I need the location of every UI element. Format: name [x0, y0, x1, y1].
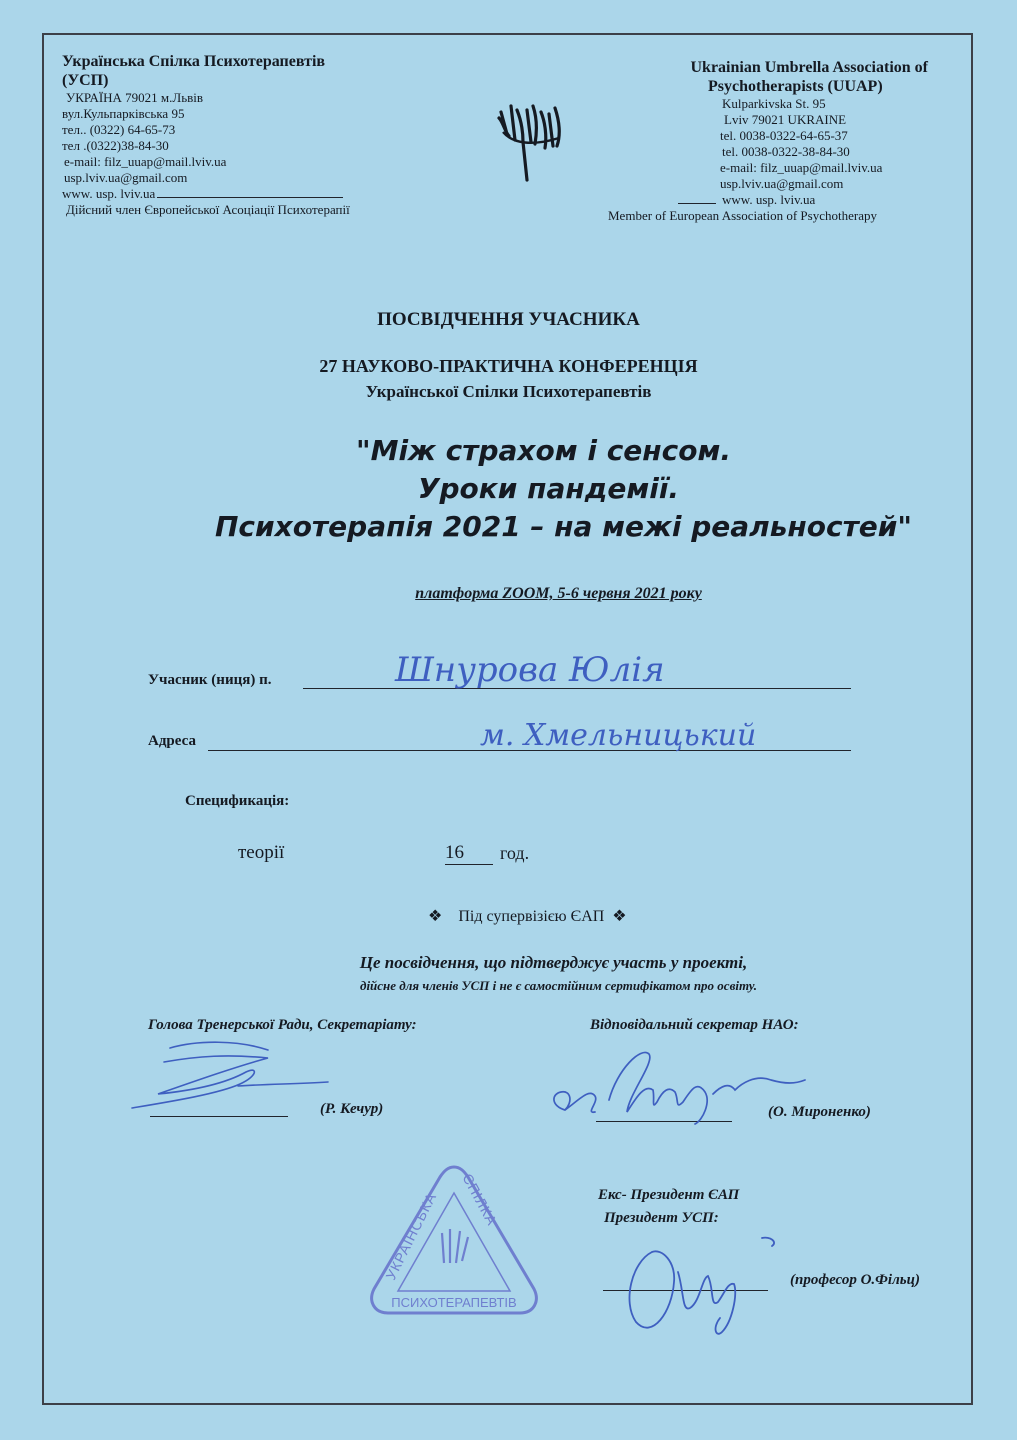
phone-line: tel. 0038-0322-38-84-30 [722, 144, 850, 159]
membership-line: Member of European Association of Psychotherapy [608, 208, 877, 223]
theory-hours: 16 [445, 842, 493, 865]
participant-label: Учасник (ниця) п. [148, 672, 272, 688]
theme-line: "Між страхом і сенсом. [356, 434, 731, 467]
website-line: www. usp. lviv.ua [62, 186, 422, 202]
phone-line: тел .(0322)38-84-30 [62, 138, 169, 153]
theme-block [0, 432, 1017, 546]
email-line: usp.lviv.ua@gmail.com [720, 176, 844, 191]
participant-handwritten: Шнурова Юлія [395, 650, 665, 690]
signatory-1-name: (Р. Кечур) [320, 1101, 384, 1117]
stamp-text-top: УКРАЇНСЬКА [382, 1189, 440, 1283]
address-line: Lviv 79021 UKRAINE [724, 112, 847, 127]
membership-line: Дійсний член Європейської Асоціації Психотерапії [66, 202, 350, 217]
stamp-icon [364, 1163, 544, 1323]
email-line: usp.lviv.ua@gmail.com [64, 170, 188, 185]
signatory-3-role-2: Президент УСП: [604, 1210, 719, 1226]
signatory-3-name: (професор О.Фільц) [790, 1272, 920, 1288]
address-line: вул.Кульпарківська 95 [62, 106, 185, 121]
signatory-3-role: Екс- Президент ЄАП [598, 1187, 740, 1203]
signatory-1-role: Голова Тренерської Ради, Секретаріату: [148, 1017, 417, 1033]
signatory-2-role: Відповідальний секретар НАО: [590, 1017, 799, 1033]
email-line: e-mail: filz_uuap@mail.lviv.ua [64, 154, 227, 169]
address-label: Адреса [148, 733, 196, 749]
theory-label: теорії [238, 842, 285, 863]
supervision-line: ❖ Під супервізією ЄАП ❖ [428, 908, 627, 925]
conference-org: Української Спілки Психотерапевтів [365, 382, 652, 401]
address-line: УКРАЇНА 79021 м.Львів [66, 90, 204, 105]
org-name-en: Ukrainian Umbrella Association of [690, 59, 928, 76]
header-right [600, 58, 940, 224]
org-name-en-2: Psychotherapists (UUAP) [708, 78, 883, 95]
diamond-icon: ❖ [428, 908, 443, 925]
diamond-icon: ❖ [612, 908, 627, 925]
signatory-2-name: (О. Мироненко) [768, 1104, 871, 1120]
page-title: ПОСВІДЧЕННЯ УЧАСНИКА [377, 309, 640, 330]
hours-unit: год. [500, 843, 530, 863]
theme-line: Уроки пандемії. [417, 472, 680, 505]
svg-text:СПІЛКА [459, 1171, 500, 1229]
phone-line: tel. 0038-0322-64-65-37 [720, 128, 848, 143]
spec-label: Спецификація: [185, 793, 290, 809]
header-left [62, 52, 422, 218]
platform-date: платформа ZOOM, 5-6 червня 2021 року [415, 585, 702, 602]
signature-1-icon [128, 1036, 328, 1116]
address-handwritten: м. Хмельницький [480, 718, 757, 753]
signature-3-icon [612, 1232, 792, 1342]
org-name-ua: Українська Спілка Психотерапевтів [62, 53, 326, 70]
org-abbr-ua: (УСП) [62, 72, 109, 89]
certificate-note: Це посвідчення, що підтверджує участь у проекті, [359, 953, 748, 972]
stamp-text-bottom: ПСИХОТЕРАПЕВТІВ [391, 1295, 517, 1310]
stamp-text-right: СПІЛКА [459, 1170, 501, 1229]
phone-line: тел.. (0322) 64-65-73 [62, 122, 176, 137]
usp-logo-icon [493, 92, 573, 187]
email-line: e-mail: filz_uuap@mail.lviv.ua [720, 160, 883, 175]
certificate-note-2: дійсне для членів УСП і не є самостійним сертифікатом про освіту. [360, 978, 757, 993]
conference-title: 27 НАУКОВО-ПРАКТИЧНА КОНФЕРЕНЦІЯ [319, 356, 698, 376]
address-line: Kulparkivska St. 95 [722, 96, 826, 111]
website-line: www. usp. lviv.ua [600, 192, 940, 208]
signature-2-icon [545, 1040, 805, 1130]
theme-line: Психотерапія 2021 – на межі реальностей" [214, 510, 913, 543]
